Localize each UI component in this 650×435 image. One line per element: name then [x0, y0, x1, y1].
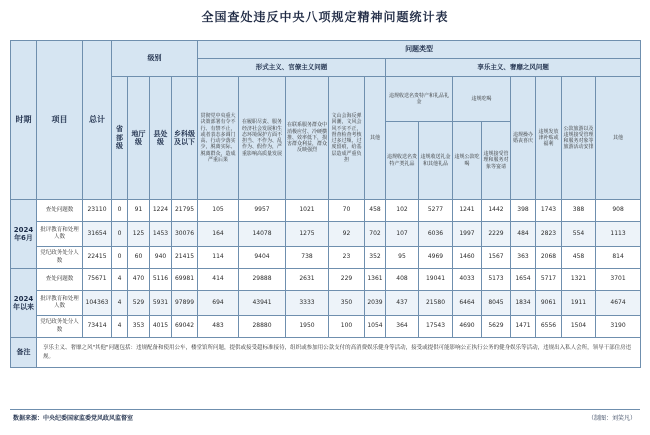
table-cell: 1241: [453, 200, 482, 222]
table-cell: 70: [329, 200, 365, 222]
table-cell: 95: [386, 247, 419, 269]
header-h-gift: 违规收送名贵特产和礼品礼金: [386, 77, 453, 122]
table-cell: 4690: [453, 316, 482, 338]
table-cell: 738: [286, 247, 329, 269]
table-cell: 229: [329, 269, 365, 291]
table-cell: 92: [329, 222, 365, 247]
table-cell: 1113: [596, 222, 641, 247]
table-cell: 702: [365, 222, 386, 247]
header-h-gift-sub-1: 违规收送礼金和其他礼品: [419, 122, 453, 200]
table-cell: 1950: [286, 316, 329, 338]
table-cell: 102: [386, 200, 419, 222]
table-cell: 1453: [150, 222, 172, 247]
table-cell: 0: [112, 222, 128, 247]
table-row: [11, 222, 641, 247]
table-cell: 1275: [286, 222, 329, 247]
table-cell: 1460: [453, 247, 482, 269]
table-cell: 17543: [419, 316, 453, 338]
table-cell: 21415: [172, 247, 198, 269]
header-formalism: 形式主义、官僚主义问题: [198, 59, 386, 77]
header-level-0: 省部级: [112, 77, 128, 200]
table-cell: 437: [386, 291, 419, 316]
table-cell: 29888: [239, 269, 286, 291]
table-cell: 69042: [172, 316, 198, 338]
table-cell: 1834: [511, 291, 536, 316]
row-item-label: 党纪政务处分人数: [37, 247, 83, 269]
data-source: 数据来源：中央纪委国家监委党风政风监督室: [13, 415, 134, 422]
table-cell: 352: [365, 247, 386, 269]
table-cell: 483: [198, 316, 239, 338]
note-text: 享乐主义、奢靡之风"其他"问题包括：违规配备和使用公车，楼堂馆所问题，提供或接受超标准接待，组织或参加用公款支付的高消费娱乐健身等活动，接受或提供可能影响公正执行公务的健身娱乐等活动，违规出入私人会所，领导干部住房违规。: [37, 338, 641, 368]
table-cell: 4674: [596, 291, 641, 316]
header-h-single-2: 公款旅游以及违规接受管理和服务对象等旅游活动安排: [562, 77, 596, 200]
table-cell: 22415: [83, 247, 112, 269]
header-f-col-0: 贯彻党中央重大决策部署有令不行、有禁不止，或者表态多调门高、行动少落实少，脱离实际、脱离群众，造成严重后果: [198, 77, 239, 200]
footer-divider: [10, 409, 640, 410]
table-cell: 69981: [172, 269, 198, 291]
table-cell: 1997: [453, 222, 482, 247]
table-cell: 940: [150, 247, 172, 269]
table-cell: 2631: [286, 269, 329, 291]
header-item: 项目: [37, 41, 83, 200]
table-cell: 6556: [536, 316, 562, 338]
table-cell: 458: [365, 200, 386, 222]
header-level-group: 级别: [112, 41, 198, 77]
header-h-dining-sub-0: 违规公款吃喝: [453, 122, 482, 200]
table-cell: 23110: [83, 200, 112, 222]
table-cell: 458: [562, 247, 596, 269]
table-cell: 107: [386, 222, 419, 247]
table-cell: 23: [329, 247, 365, 269]
row-item-label: 批评教育和处理人数: [37, 222, 83, 247]
table-cell: 9957: [239, 200, 286, 222]
table-cell: 529: [128, 291, 150, 316]
table-cell: 105: [198, 200, 239, 222]
table-cell: 694: [198, 291, 239, 316]
chart-credit: （制图：刘笑凡）: [587, 415, 636, 422]
table-cell: 91: [128, 200, 150, 222]
table-cell: 9061: [536, 291, 562, 316]
header-h-single-3: 其他: [596, 77, 641, 200]
table-cell: 1743: [536, 200, 562, 222]
table-cell: 114: [198, 247, 239, 269]
statistics-table: [10, 40, 641, 368]
table-cell: 1654: [511, 269, 536, 291]
table-cell: 73414: [83, 316, 112, 338]
table-cell: 3333: [286, 291, 329, 316]
table-row: [11, 247, 641, 269]
table-row: [11, 200, 641, 222]
table-cell: 363: [511, 247, 536, 269]
table-cell: 1224: [150, 200, 172, 222]
table-cell: 1504: [562, 316, 596, 338]
table-cell: 350: [329, 291, 365, 316]
row-item-label: 党纪政务处分人数: [37, 316, 83, 338]
table-cell: 470: [128, 269, 150, 291]
table-cell: 4033: [453, 269, 482, 291]
table-cell: 6036: [419, 222, 453, 247]
table-cell: 0: [112, 247, 128, 269]
table-cell: 554: [562, 222, 596, 247]
table-cell: 4015: [150, 316, 172, 338]
header-f-col-2: 在联系服务群众中消极应付、冷硬横推、效率低下，损害群众利益，群众反映强烈: [286, 77, 329, 200]
table-cell: 97899: [172, 291, 198, 316]
table-cell: 31654: [83, 222, 112, 247]
header-total: 总计: [83, 41, 112, 200]
table-cell: 5116: [150, 269, 172, 291]
table-title: 全国查处违反中央八项规定精神问题统计表: [201, 10, 449, 24]
table-cell: 1911: [562, 291, 596, 316]
period-label: 2024年6月: [11, 200, 37, 269]
header-h-single-1: 违规发放津补贴或福利: [536, 77, 562, 200]
table-cell: 1361: [365, 269, 386, 291]
table-cell: 4: [112, 316, 128, 338]
table-cell: 1567: [482, 247, 511, 269]
table-cell: 75671: [83, 269, 112, 291]
header-h-dining-sub-1: 违规接受管理和服务对象等宴请: [482, 122, 511, 200]
table-cell: 353: [128, 316, 150, 338]
table-cell: 5629: [482, 316, 511, 338]
header-hedonism: 享乐主义、奢靡之风问题: [386, 59, 641, 77]
note-label: 备注: [11, 338, 37, 368]
header-h-gift-sub-0: 违规收送名贵特产类礼品: [386, 122, 419, 200]
table-cell: 4: [112, 269, 128, 291]
table-cell: 814: [596, 247, 641, 269]
table-cell: 1021: [286, 200, 329, 222]
table-cell: 164: [198, 222, 239, 247]
table-cell: 1321: [562, 269, 596, 291]
table-cell: 5277: [419, 200, 453, 222]
table-cell: 5173: [482, 269, 511, 291]
table-cell: 2039: [365, 291, 386, 316]
table-cell: 2823: [536, 222, 562, 247]
table-cell: 43941: [239, 291, 286, 316]
header-level-3: 乡科级及以下: [172, 77, 198, 200]
table-cell: 100: [329, 316, 365, 338]
table-cell: 125: [128, 222, 150, 247]
row-item-label: 查处问题数: [37, 269, 83, 291]
row-item-label: 批评教育和处理人数: [37, 291, 83, 316]
header-f-col-4: 其他: [365, 77, 386, 200]
table-cell: 30076: [172, 222, 198, 247]
table-cell: 6464: [453, 291, 482, 316]
table-row: [11, 316, 641, 338]
table-cell: 9404: [239, 247, 286, 269]
table-cell: 414: [198, 269, 239, 291]
table-cell: 398: [511, 200, 536, 222]
table-cell: 28880: [239, 316, 286, 338]
table-cell: 21795: [172, 200, 198, 222]
table-cell: 5717: [536, 269, 562, 291]
table-cell: 5931: [150, 291, 172, 316]
table-cell: 908: [596, 200, 641, 222]
table-cell: 4: [112, 291, 128, 316]
row-item-label: 查处问题数: [37, 200, 83, 222]
table-row: [11, 291, 641, 316]
table-cell: 60: [128, 247, 150, 269]
table-cell: 3190: [596, 316, 641, 338]
table-cell: 3701: [596, 269, 641, 291]
table-cell: 2068: [536, 247, 562, 269]
table-cell: 14078: [239, 222, 286, 247]
table-cell: 4969: [419, 247, 453, 269]
table-cell: 21580: [419, 291, 453, 316]
table-cell: 104363: [83, 291, 112, 316]
table-cell: 1471: [511, 316, 536, 338]
header-level-2: 县处级: [150, 77, 172, 200]
table-cell: 484: [511, 222, 536, 247]
header-h-dining: 违规吃喝: [453, 77, 511, 122]
header-level-1: 地厅级: [128, 77, 150, 200]
header-f-col-3: 文山会海反弹回潮，文风会风不实不正，督查检查考核过多过频、过度留痕，给基层造成严重负担: [329, 77, 365, 200]
table-cell: 8045: [482, 291, 511, 316]
period-label: 2024年以来: [11, 269, 37, 338]
table-cell: 1442: [482, 200, 511, 222]
header-f-col-1: 在履职尽责、服务经济社会发展和生态环境保护方面不担当、不作为、乱作为、假作为，严重影响高质量发展: [239, 77, 286, 200]
table-cell: 0: [112, 200, 128, 222]
table-cell: 388: [562, 200, 596, 222]
table-row: [11, 269, 641, 291]
table-cell: 19041: [419, 269, 453, 291]
table-cell: 2229: [482, 222, 511, 247]
table-cell: 364: [386, 316, 419, 338]
header-problem-type: 问题类型: [198, 41, 641, 59]
header-period: 时期: [11, 41, 37, 200]
table-cell: 408: [386, 269, 419, 291]
table-cell: 1054: [365, 316, 386, 338]
header-h-single-0: 违规操办婚丧喜庆: [511, 77, 536, 200]
